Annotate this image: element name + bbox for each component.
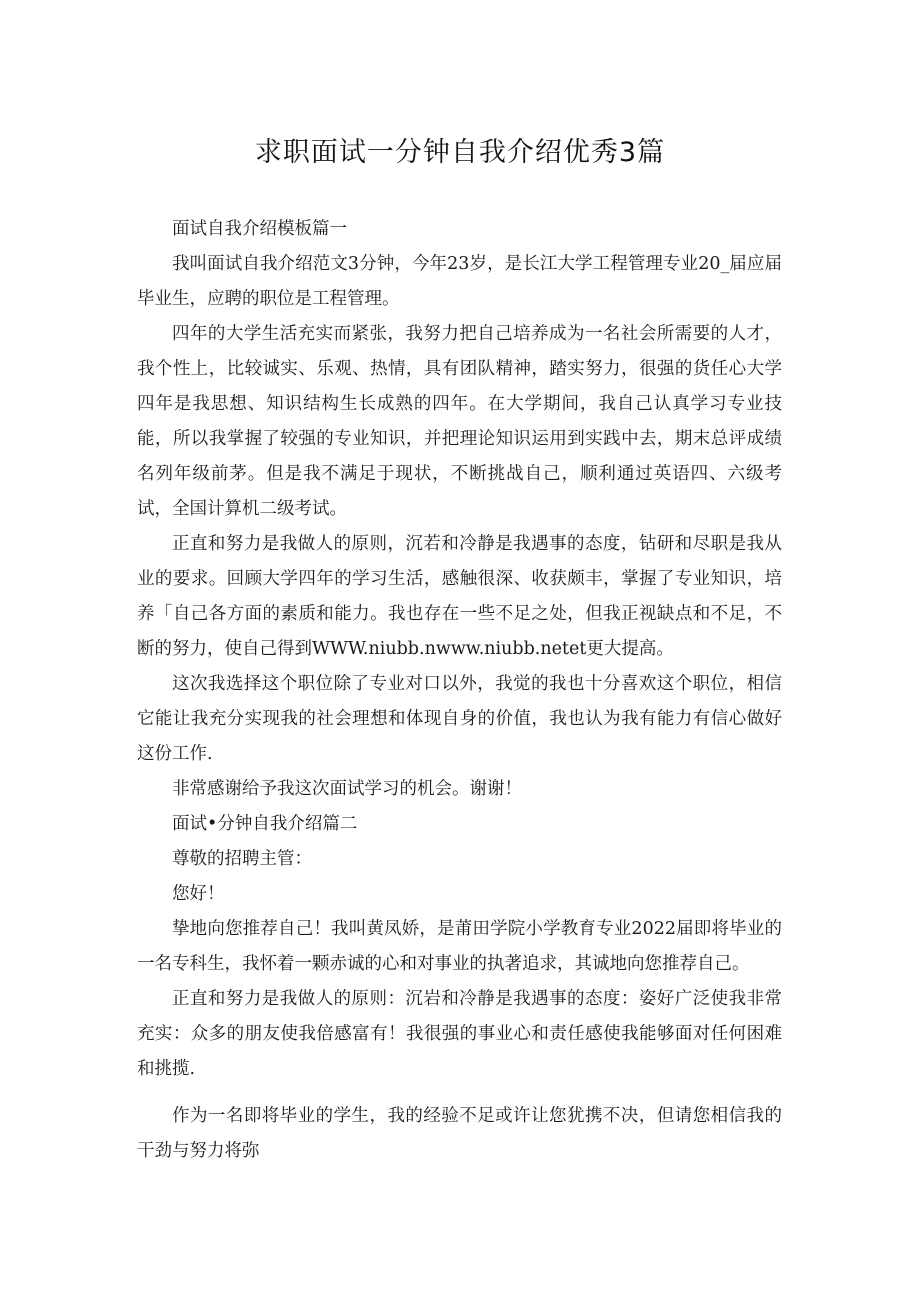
paragraph: 这次我选择这个职位除了专业对口以外，我觉的我也十分喜欢这个职位，相信它能让我充分实现我的社会理想和体现自身的价值，我也认为我有能力有信心做好这份工作. [137, 674, 782, 764]
paragraph: 正直和努力是我做人的原则，沉若和冷静是我遇事的态度，钻研和尽职是我从业的要求。回顾大学四年的学习生活，感触很深、收获颇丰，掌握了专业知识，培养「自己各方面的素质和能力。我也存在一些不足之处，但我正视缺点和不足，不断的努力，使自己得到WWW.niubb.nwww.niubb.netet更大提高。 [137, 534, 782, 659]
section-heading-2: 面试•分钟自我介绍篇二 [172, 814, 358, 834]
paragraph: 正直和努力是我做人的原则：沉岩和冷静是我遇事的态度：姿好广泛使我非常充实：众多的朋友使我倍感富有！我很强的事业心和责任感使我能够面对任何困难和挑揽. [137, 989, 782, 1079]
paragraph: 四年的大学生活充实而紧张，我努力把自己培养成为一名社会所需要的人才，我个性上，比较诚实、乐观、热情，具有团队精神，踏实努力，很强的货任心大学四年是我思想、知识结构生长成熟的四年。在大学期间，我自己认真学习专业技能，所以我掌握了较强的专业知识，并把理论知识运用到实践中去，期末总评成绩名列年级前茅。但是我不满足于现状，不断挑战自己，顺利通过英语四、六级考试，全国计算机二级考试。 [137, 324, 782, 519]
salutation: 尊敬的招聘主管： [172, 849, 312, 869]
paragraph: 非常感谢给予我这次面试学习的机会。谢谢！ [172, 779, 522, 799]
section-heading-1: 面试自我介绍模板篇一 [172, 219, 347, 239]
paragraph: 我叫面试自我介绍范文3分钟，今年23岁，是长江大学工程管理专业20_届应届毕业生，应聘的职位是工程管理。 [137, 254, 782, 309]
greeting: 您好！ [172, 884, 225, 904]
paragraph: 作为一名即将毕业的学生，我的经验不足或许让您犹携不决，但请您相信我的干劲与努力将弥 [137, 1106, 782, 1161]
document-body [137, 212, 782, 1169]
document-title: 求职面试一分钟自我介绍优秀3篇 [254, 137, 666, 168]
paragraph: 挚地向您推荐自己！我叫黄凤娇，是莆田学院小学教育专业2022届即将毕业的一名专科生，我怀着一颗赤诚的心和对事业的执著追求，其诚地向您推荐自己。 [137, 919, 782, 974]
